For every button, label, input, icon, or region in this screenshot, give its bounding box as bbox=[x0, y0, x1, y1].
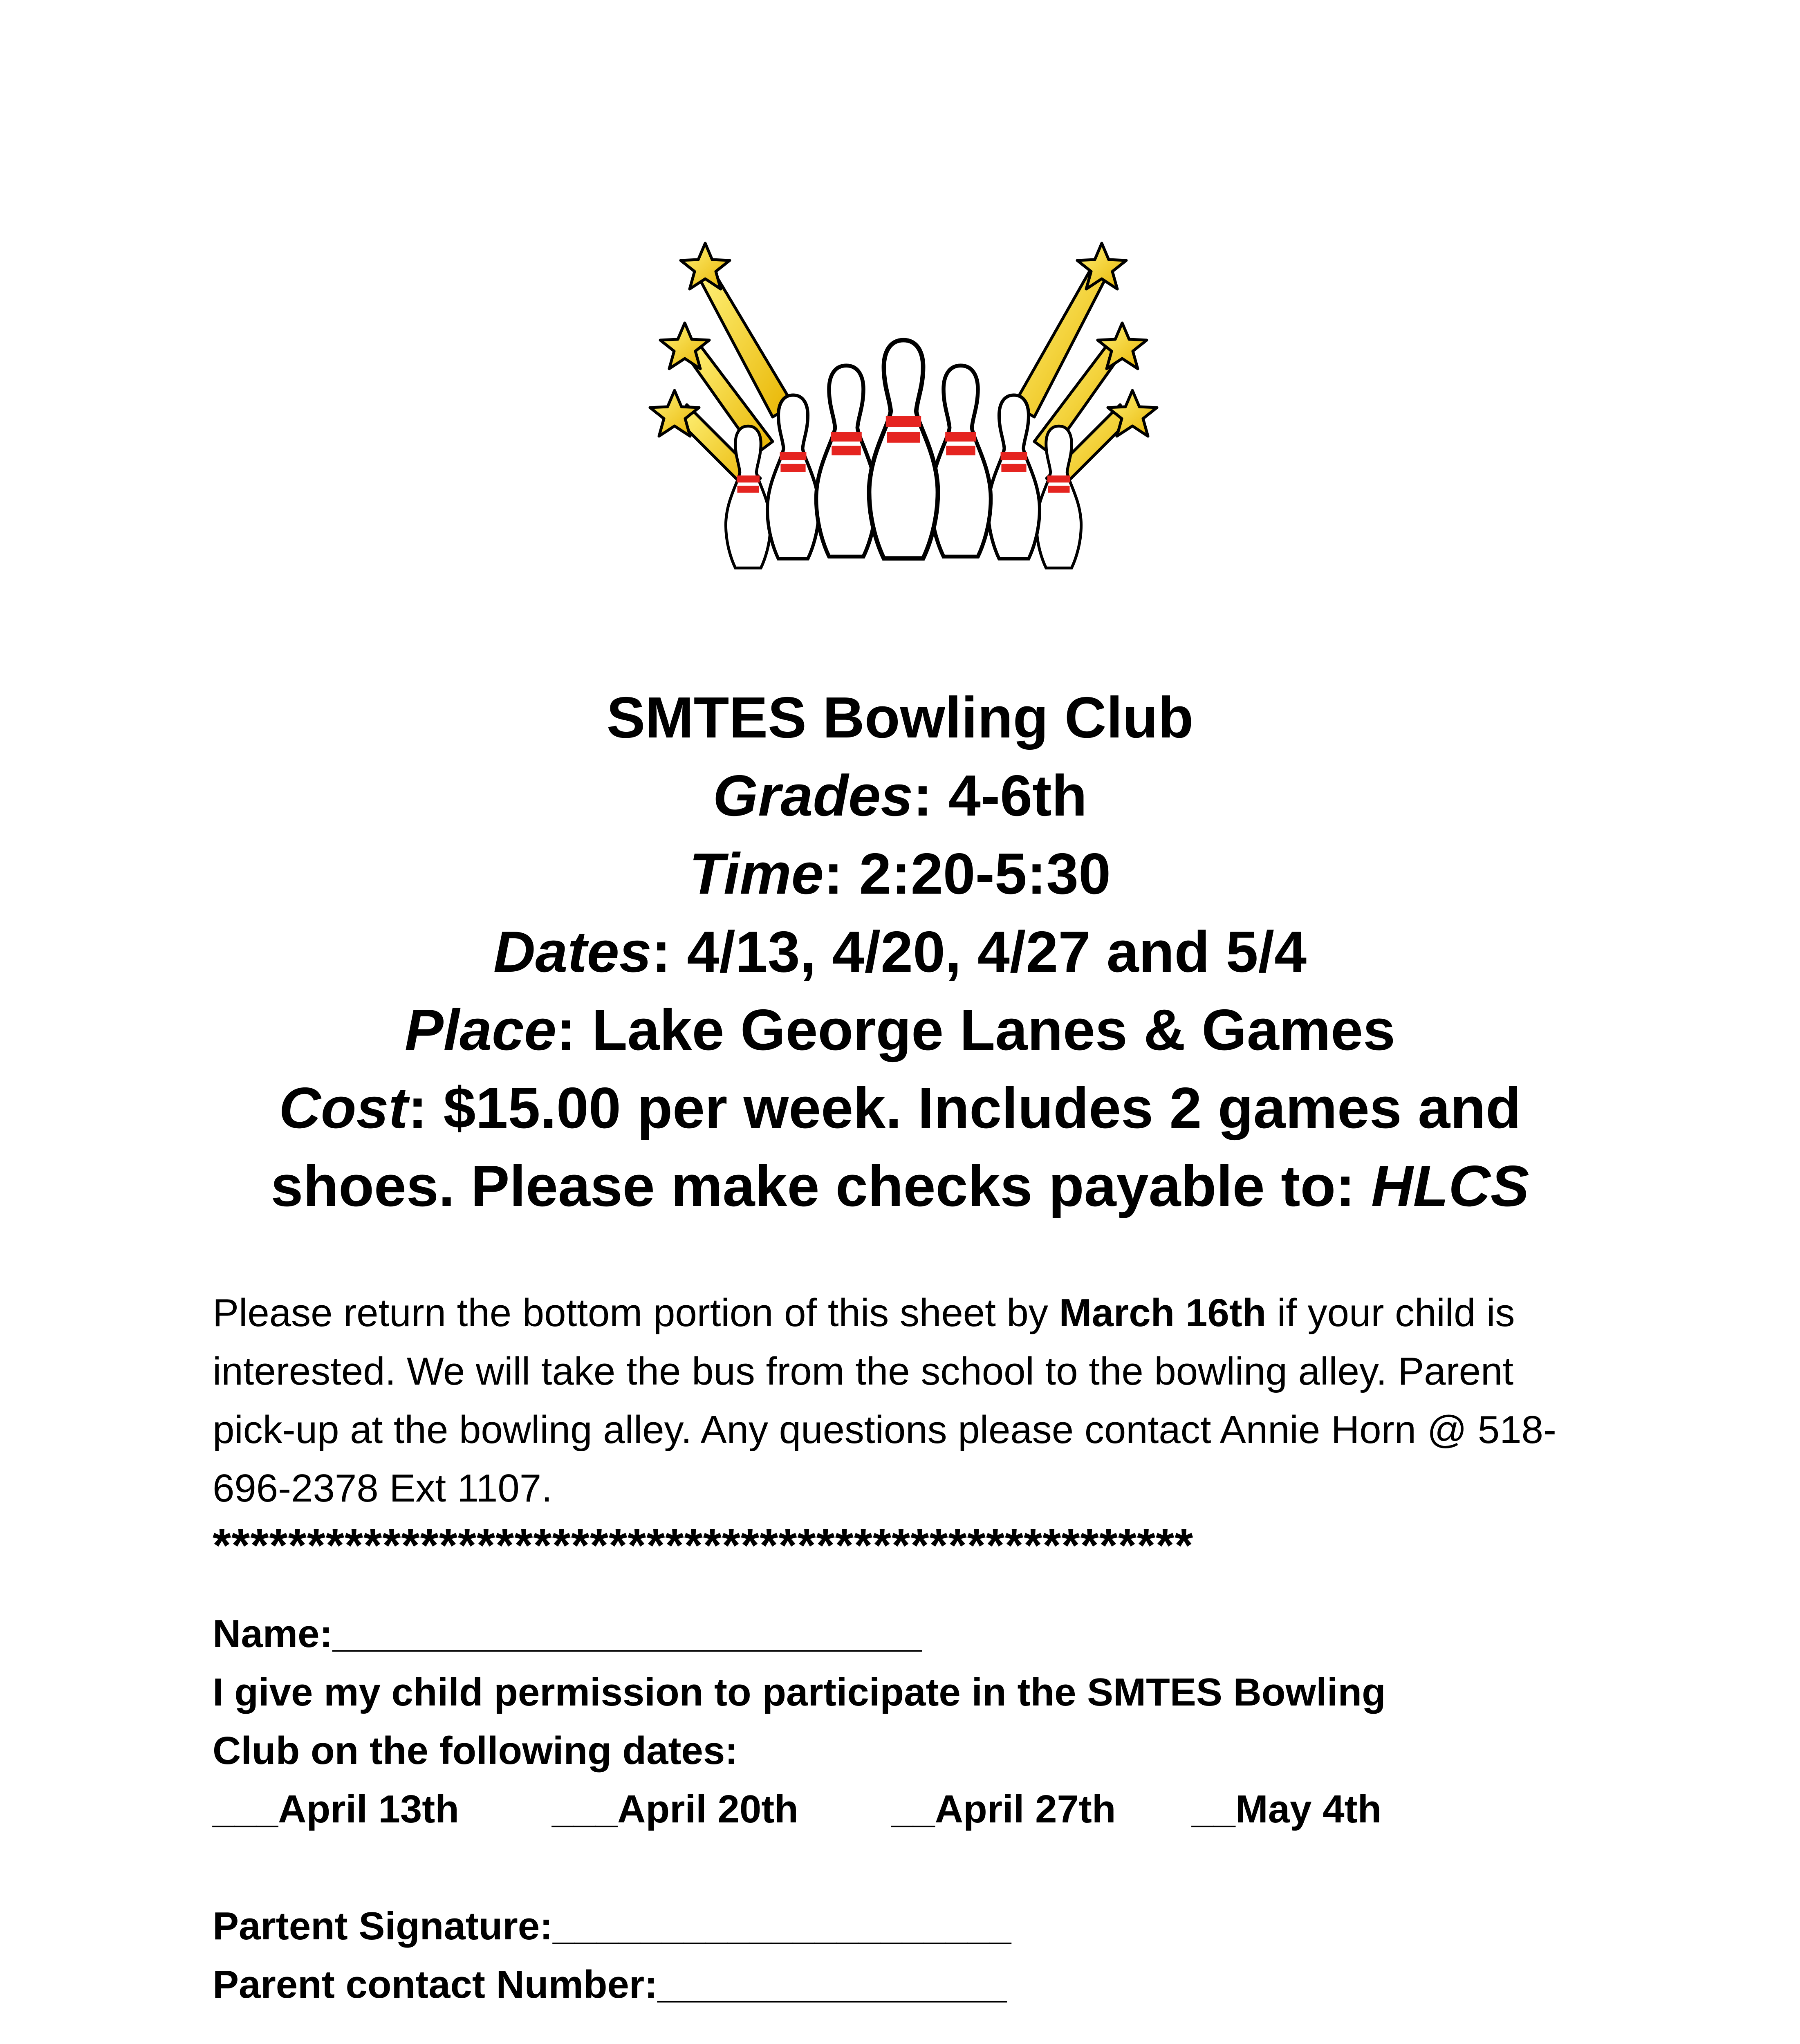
separator-line: **************************************************** bbox=[213, 1519, 1194, 1572]
date-options bbox=[213, 1780, 1643, 1838]
spacer bbox=[213, 1838, 1643, 1897]
instructions-paragraph bbox=[213, 1284, 1603, 1517]
time-line bbox=[0, 835, 1800, 913]
parent-signature-field[interactable]: Partent Signature:_____________________ bbox=[213, 1904, 1011, 1948]
place-line bbox=[0, 991, 1800, 1069]
cost-line-2 bbox=[0, 1147, 1800, 1225]
permission-text-1: I give my child permission to participate in the SMTES Bowling bbox=[213, 1670, 1386, 1714]
date-option-april-27[interactable]: __April 27th bbox=[891, 1787, 1116, 1831]
intro-after: if your child is interested. We will take the bus from the school to the bowling alley. Parent pick-up at the bowling alley. Any questions please contact Annie Horn @ 518-696-2378 Ext 1107. bbox=[213, 1291, 1556, 1510]
place-value: : Lake George Lanes & Games bbox=[556, 997, 1396, 1062]
grades-line bbox=[0, 757, 1800, 835]
bowling-pins-stars-icon bbox=[638, 229, 1169, 638]
date-option-april-13[interactable]: ___April 13th bbox=[213, 1787, 459, 1831]
cost-line bbox=[0, 1069, 1800, 1147]
grades-label: Grades bbox=[713, 763, 913, 828]
permission-text-2: Club on the following dates: bbox=[213, 1729, 738, 1773]
parent-contact-field[interactable]: Parent contact Number:________________ bbox=[213, 1963, 1007, 2006]
time-label: Time bbox=[689, 841, 824, 906]
deadline: March 16th bbox=[1059, 1291, 1267, 1335]
permission-form bbox=[213, 1605, 1643, 2014]
date-option-may-4[interactable]: __May 4th bbox=[1192, 1787, 1382, 1831]
payee: HLCS bbox=[1371, 1154, 1529, 1219]
dates-label: Dates bbox=[493, 919, 652, 984]
date-option-april-20[interactable]: ___April 20th bbox=[552, 1787, 798, 1831]
cost-line2-text: shoes. Please make checks payable to: bbox=[271, 1154, 1371, 1219]
event-details bbox=[0, 679, 1800, 1225]
grades-value: : 4-6th bbox=[913, 763, 1087, 828]
time-value: : 2:20-5:30 bbox=[823, 841, 1111, 906]
cost-value: : $15.00 per week. Includes 2 games and bbox=[408, 1076, 1521, 1141]
cost-label: Cost bbox=[279, 1076, 408, 1141]
place-label: Place bbox=[404, 997, 557, 1062]
intro-before: Please return the bottom portion of this sheet by bbox=[213, 1291, 1059, 1335]
dates-line bbox=[0, 913, 1800, 991]
dates-value: : 4/13, 4/20, 4/27 and 5/4 bbox=[651, 919, 1307, 984]
page-title: SMTES Bowling Club bbox=[606, 685, 1194, 750]
name-field[interactable]: Name:___________________________ bbox=[213, 1612, 922, 1656]
